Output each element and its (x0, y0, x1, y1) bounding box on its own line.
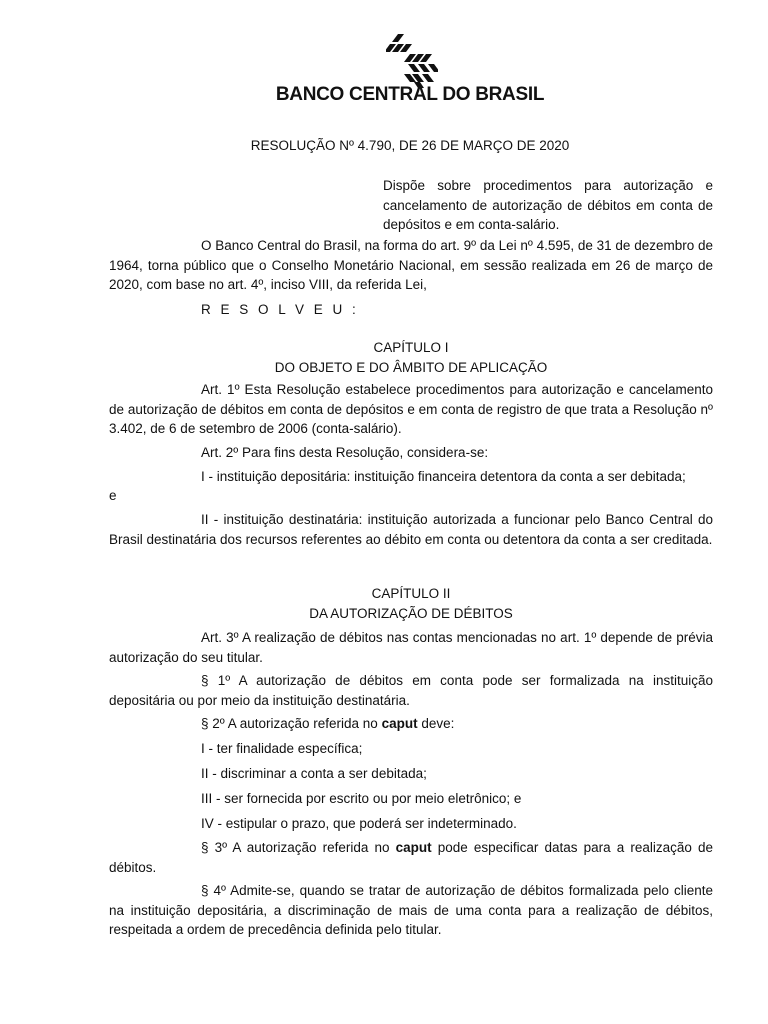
art3-p2-caput: caput (381, 716, 418, 731)
art3-p2-pre: § 2º A autorização referida no (201, 716, 382, 731)
art2-e: e (109, 488, 117, 503)
article2-item-i (109, 467, 713, 487)
art3-paragraph: Art. 3º A realização de débitos nas contas mencionadas no art. 1º depende de prévia autorização do seu titular. (109, 630, 713, 665)
art3-p2-iii: III - ser fornecida por escrito ou por meio eletrônico; e (201, 791, 522, 806)
art1-paragraph: Art. 1º Esta Resolução estabelece procedimentos para autorização e cancelamento de autorização de débitos em conta de depósitos e em conta de registro de que trata a Resolução nº 3.402, de 6 de setembro de 2006 (conta-salário). (109, 382, 713, 436)
article3-p2-item-iv (109, 814, 713, 834)
resolve-section (109, 300, 713, 320)
chapter1-title: DO OBJETO E DO ÂMBITO DE APLICAÇÃO (274, 359, 548, 375)
art3-p4: § 4º Admite-se, quando se tratar de autorização de débitos formalizada pelo cliente na instituição depositária, a discriminação de mais de uma conta para a realização de débitos, respeitada a ordem de precedência definida pelo titular. (109, 883, 713, 937)
article3-p2-item-i (109, 739, 713, 759)
summary-paragraph: Dispõe sobre procedimentos para autorização e cancelamento de autorização de débitos em conta de depósitos e em conta-salário. (383, 178, 713, 232)
art3-p2-i: I - ter finalidade específica; (201, 741, 363, 756)
article3 (109, 628, 713, 667)
art3-p3 (109, 838, 713, 877)
art3-p2-iv: IV - estipular o prazo, que poderá ser indeterminado. (201, 816, 517, 831)
bank-logo (386, 34, 438, 88)
article3-paragraph1 (109, 671, 713, 710)
article3-paragraph3 (109, 838, 713, 877)
art3-p3-pre: § 3º A autorização referida no (201, 840, 396, 855)
art3-p3-post: pode especificar datas para a realização de débitos. (109, 840, 713, 875)
chapter2-title: DA AUTORIZAÇÃO DE DÉBITOS (309, 605, 513, 621)
article3-p2-item-iii (109, 789, 713, 809)
art2-item-ii: II - instituição destinatária: instituição autorizada a funcionar pelo Banco Central do Brasil destinatária dos recursos referentes ao débito em conta ou detentora da conta a ser creditada. (109, 512, 713, 547)
article3-paragraph4 (109, 881, 713, 940)
resolution-title: RESOLUÇÃO Nº 4.790, DE 26 DE MARÇO DE 2020 (250, 138, 570, 153)
chapter2-label: CAPÍTULO II (371, 586, 451, 601)
art3-p2-ii: II - discriminar a conta a ser debitada; (201, 766, 427, 781)
article2-conjunction (109, 486, 713, 506)
article1 (109, 380, 713, 439)
art2-paragraph: Art. 2º Para fins desta Resolução, considera-se: (201, 445, 489, 460)
art3-p1: § 1º A autorização de débitos em conta pode ser formalizada na instituição depositária ou por meio da instituição destinatária. (109, 673, 713, 708)
preamble-section (109, 236, 713, 295)
article3-p2-item-ii (109, 764, 713, 784)
article2 (109, 443, 713, 463)
chapter1-label: CAPÍTULO I (373, 340, 449, 355)
chapter2-heading (109, 584, 713, 623)
article2-item-ii (109, 510, 713, 549)
art3-p2 (109, 714, 713, 734)
resolve-line: R E S O L V E U : (201, 302, 359, 317)
chapter1-heading (109, 338, 713, 377)
art3-p3-caput: caput (395, 840, 432, 855)
art2-item-i: I - instituição depositária: instituição financeira detentora da conta a ser debitada; (201, 469, 686, 484)
art3-p2-post: deve: (417, 716, 455, 731)
preamble-paragraph: O Banco Central do Brasil, na forma do art. 9º da Lei nº 4.595, de 31 de dezembro de 1964, torna público que o Conselho Monetário Nacional, em sessão realizada em 26 de março de 2020, com base no art. 4º, inciso VIII, da referida Lei, (109, 238, 713, 292)
bank-name: BANCO CENTRAL DO BRASIL (275, 84, 545, 105)
article3-paragraph2 (109, 714, 713, 734)
